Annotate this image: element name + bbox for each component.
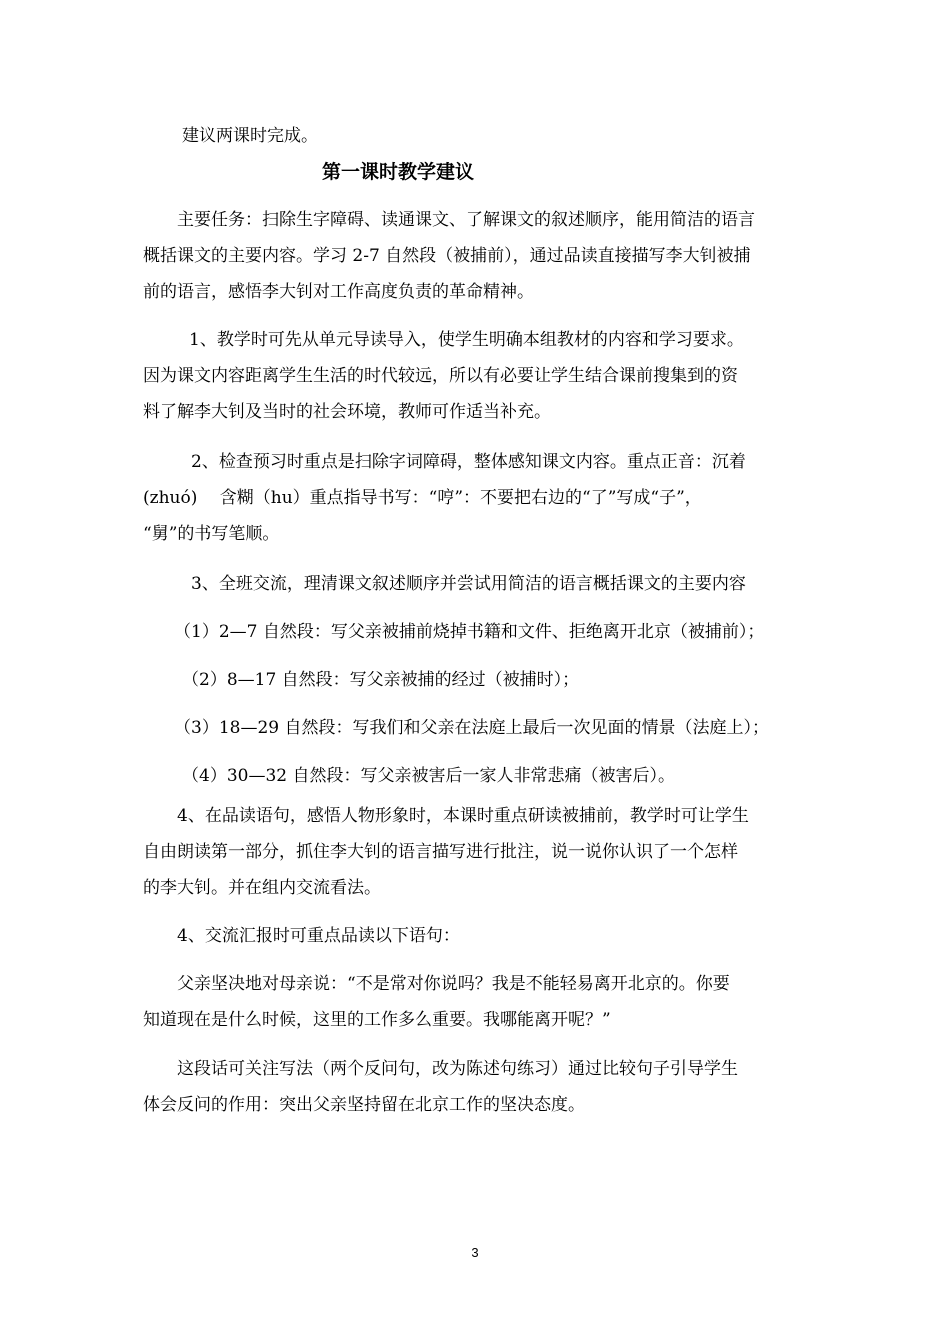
paragraph-line: 知道现在是什么时候，这里的工作多么重要。我哪能离开呢？”: [143, 1010, 611, 1030]
paragraph-line: 4、在品读语句，感悟人物形象时，本课时重点研读被捕前，教学时可让学生: [177, 806, 749, 826]
paragraph-line: 父亲坚决地对母亲说：“不是常对你说吗？我是不能轻易离开北京的。你要: [177, 974, 730, 994]
parts-list: [174, 614, 812, 806]
paragraph-line: 概括课文的主要内容。学习 2-7 自然段（被捕前），通过品读直接描写李大钊被捕: [143, 246, 751, 266]
paragraph-line: 体会反问的作用：突出父亲坚持留在北京工作的坚决态度。: [143, 1095, 585, 1115]
point-2-paragraph: [143, 444, 809, 552]
point-4-paragraph: [143, 798, 809, 906]
intro-paragraph: [182, 118, 848, 154]
task-paragraph: [143, 202, 809, 310]
point-4b-paragraph: [143, 918, 809, 954]
point-3-paragraph: [143, 566, 809, 602]
paragraph-line: 主要任务：扫除生字障碍、读通课文、了解课文的叙述顺序，能用简洁的语言: [177, 210, 755, 230]
paragraph-line: 因为课文内容距离学生生活的时代较远，所以有必要让学生结合课前搜集到的资: [143, 366, 738, 386]
list-item: （1）2—7 自然段：写父亲被捕前烧掉书籍和文件、拒绝离开北京（被捕前）；: [174, 622, 765, 642]
paragraph-line: 3、全班交流，理清课文叙述顺序并尝试用简洁的语言概括课文的主要内容: [191, 574, 746, 594]
point-1-paragraph: [143, 322, 809, 430]
paragraph-line: (zhuó) 含糊（hu）重点指导书写：“哼”：不要把右边的“了”写成“子”，: [143, 488, 702, 508]
paragraph-line: 前的语言，感悟李大钊对工作高度负责的革命精神。: [143, 282, 534, 302]
paragraph-line: “舅”的书写笔顺。: [143, 524, 280, 544]
paragraph-line: 2、检查预习时重点是扫除字词障碍，整体感知课文内容。重点正音：沉着: [191, 452, 746, 472]
page-number: 3: [471, 1245, 479, 1260]
intro-line: 建议两课时完成。: [182, 126, 318, 146]
list-item: （3）18—29 自然段：写我们和父亲在法庭上最后一次见面的情景（法庭上）；: [174, 718, 769, 738]
list-item: （2）8—17 自然段：写父亲被捕的经过（被捕时）；: [182, 670, 580, 690]
paragraph-line: 4、交流汇报时可重点品读以下语句：: [177, 926, 460, 946]
note-paragraph: [143, 1051, 809, 1123]
quote-paragraph: [143, 966, 809, 1038]
paragraph-line: 的李大钊。并在组内交流看法。: [143, 878, 381, 898]
paragraph-line: 这段话可关注写法（两个反问句，改为陈述句练习）通过比较句子引导学生: [177, 1059, 738, 1079]
paragraph-line: 料了解李大钊及当时的社会环境，教师可作适当补充。: [143, 402, 551, 422]
paragraph-line: 自由朗读第一部分，抓住李大钊的语言描写进行批注，说一说你认识了一个怎样: [143, 842, 738, 862]
section-title: 第一课时教学建议: [322, 161, 475, 183]
paragraph-line: 1、教学时可先从单元导读导入，使学生明确本组教材的内容和学习要求。: [189, 330, 744, 350]
list-item: （4）30—32 自然段：写父亲被害后一家人非常悲痛（被害后）。: [182, 766, 675, 786]
